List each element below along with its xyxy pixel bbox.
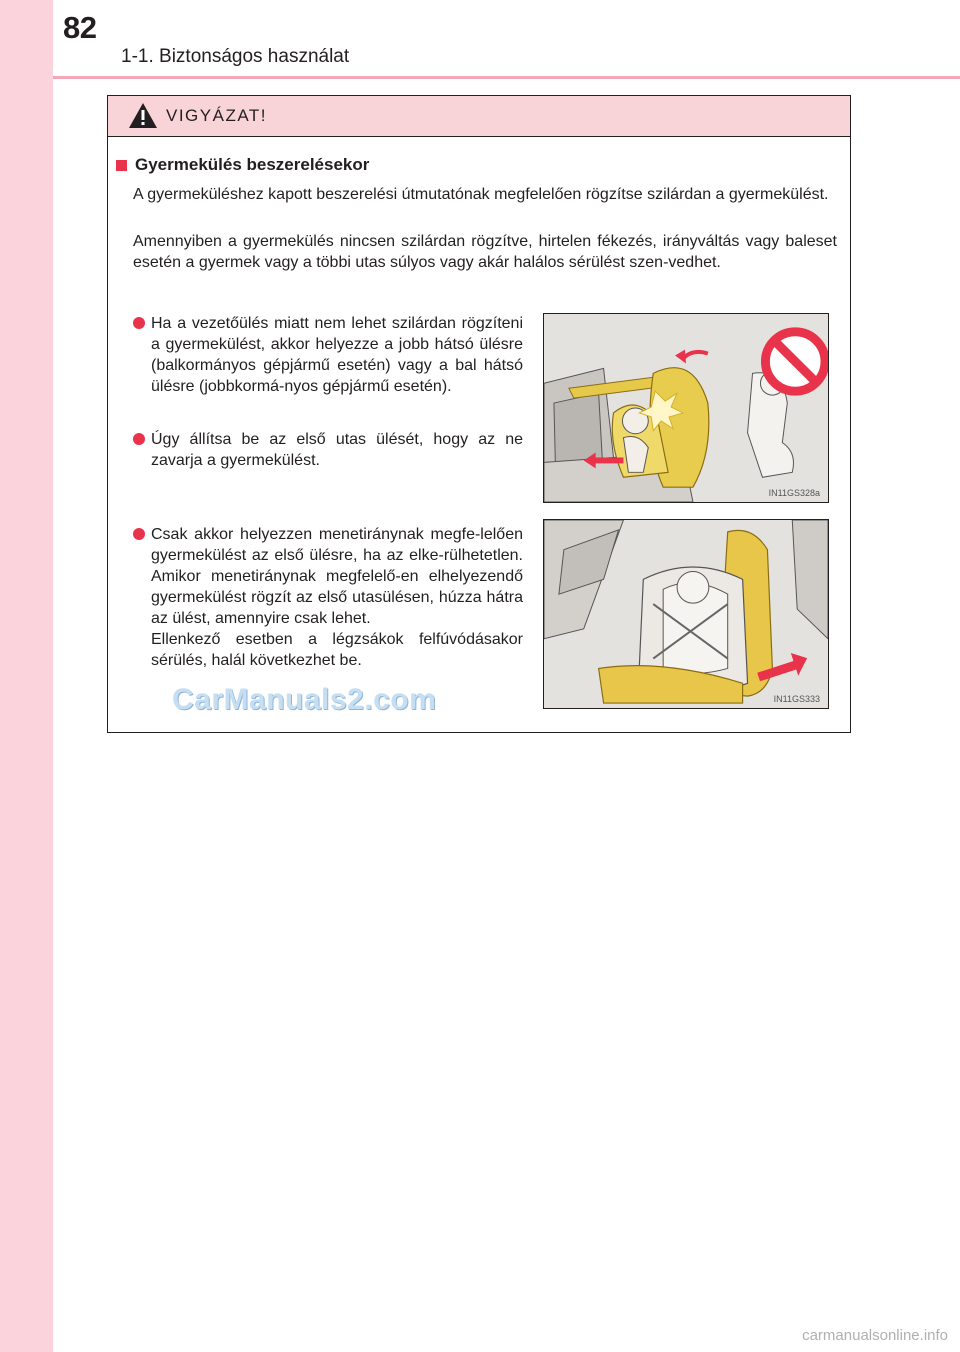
- warning-title: VIGYÁZAT!: [166, 106, 268, 125]
- bullet-text: Ha a vezetőülés miatt nem lehet szilárdan rögzíteni a gyermekülést, akkor helyezze a jobb hátsó ülésre (balkormányos gépjármű esetén) vagy a bal hátsó ülésre (jobbkormá-nyos gépjármű esetén).: [151, 315, 523, 395]
- header-rule: [53, 76, 960, 79]
- side-strip: [0, 0, 53, 1352]
- page-number: 82: [63, 10, 97, 45]
- round-bullet-icon: [133, 528, 145, 540]
- round-bullet-icon: [133, 433, 145, 445]
- bullet-text-continued: Ellenkező esetben a légzsákok felfúvódásakor sérülés, halál következhet be.: [151, 631, 523, 669]
- paragraph-1: A gyermeküléshez kapott beszerelési útmutatónak megfelelően rögzítse szilárdan a gyermekülést.: [133, 186, 829, 203]
- footer-watermark: carmanualsonline.info: [802, 1327, 948, 1344]
- warning-heading-text: Gyermekülés beszerelésekor: [135, 155, 370, 174]
- warning-heading: [116, 155, 369, 175]
- warning-header: [108, 96, 850, 137]
- bullet-item: [133, 524, 523, 671]
- warning-triangle-icon: [128, 102, 158, 129]
- warning-box: [107, 95, 851, 733]
- bullet-item: [133, 313, 523, 397]
- illustration-code: IN11GS328a: [768, 488, 820, 498]
- rear-seat-drawing: [544, 314, 828, 502]
- bullet-text: Úgy állítsa be az első utas ülését, hogy az ne zavarja a gyermekülést.: [151, 431, 523, 469]
- watermark: CarManuals2.com: [172, 683, 437, 716]
- square-bullet-icon: [116, 160, 127, 171]
- front-seat-drawing: [544, 520, 828, 708]
- illustration-rear-seat: [543, 313, 829, 503]
- section-title: 1-1. Biztonságos használat: [121, 46, 350, 67]
- illustration-front-seat: [543, 519, 829, 709]
- bullet-text: Csak akkor helyezzen menetiránynak megfe-lelően gyermekülést az első ülésre, ha az elke-rülhetetlen. Amikor menetiránynak megfelelő-en elhelyezendő gyermekülést rögzít az első utasülésen, húzza hátra az ülést, amennyire csak lehet.: [151, 526, 523, 627]
- paragraph-2: Amennyiben a gyermekülés nincsen szilárdan rögzítve, hirtelen fékezés, irányváltás vagy baleset esetén a gyermek vagy a többi utas súlyos vagy akár halálos sérülést szen-vedhet.: [133, 233, 837, 271]
- illustration-code: IN11GS333: [773, 694, 820, 704]
- bullet-item: [133, 429, 523, 471]
- round-bullet-icon: [133, 317, 145, 329]
